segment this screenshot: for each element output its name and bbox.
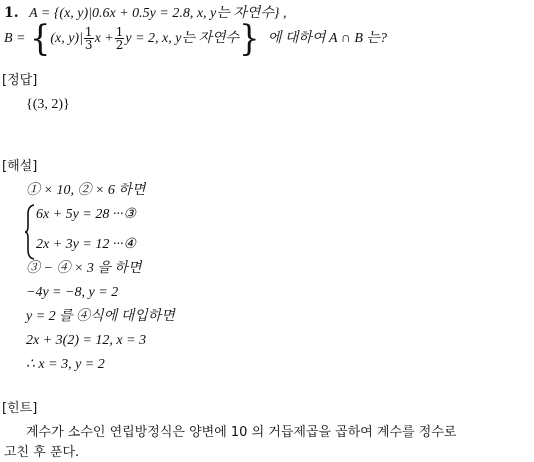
set-a-definition: A = {(x, y)|0.6x + 0.5y = 2.8, x, y는 자연수} , [29,6,287,21]
fraction-denominator: 2 [115,37,124,52]
hint-line-2: 고친 후 푼다. [4,445,80,460]
right-brace: } [239,17,260,59]
system-brace [24,204,36,260]
solution-step-4: y = 2 를 ④식에 대입하면 [26,309,175,324]
problem-line-2 [4,17,387,59]
solution-step-2: ③ − ④ × 3 을 하면 [26,261,142,276]
set-b-element: (x, y)| [50,31,83,46]
solution-step-1: ① × 10, ② × 6 하면 [26,183,146,198]
question-text: 에 대하여 A ∩ B 는? [267,31,387,46]
equation-3: 6x + 5y = 28 ···③ [36,207,136,222]
answer-value: {(3, 2)} [26,97,70,112]
equation-4: 2x + 3y = 12 ···④ [36,237,136,252]
solution-step-3: −4y = −8, y = 2 [26,285,119,300]
set-b-condition: y = 2, x, y는 자연수 [125,31,240,46]
fraction-one-half [115,26,125,51]
solution-step-6: ∴ x = 3, y = 2 [26,357,105,372]
solution-label: [해설] [2,159,38,174]
hint-line-1: 계수가 소수인 연립방정식은 양변에 10 의 거듭제곱을 곱하여 계수를 정수로 [26,425,457,440]
set-b-mid: x + [94,31,114,46]
left-brace: { [29,17,51,59]
solution-step-5: 2x + 3(2) = 12, x = 3 [26,333,147,348]
fraction-one-third [84,26,94,51]
fraction-numerator: 1 [84,24,93,39]
problem-number: 1. [4,5,19,21]
fraction-denominator: 3 [84,37,93,52]
answer-label: [정답] [2,73,38,88]
hint-label: [힌트] [2,401,38,416]
set-b-label: B = [4,31,26,46]
fraction-numerator: 1 [115,24,124,39]
